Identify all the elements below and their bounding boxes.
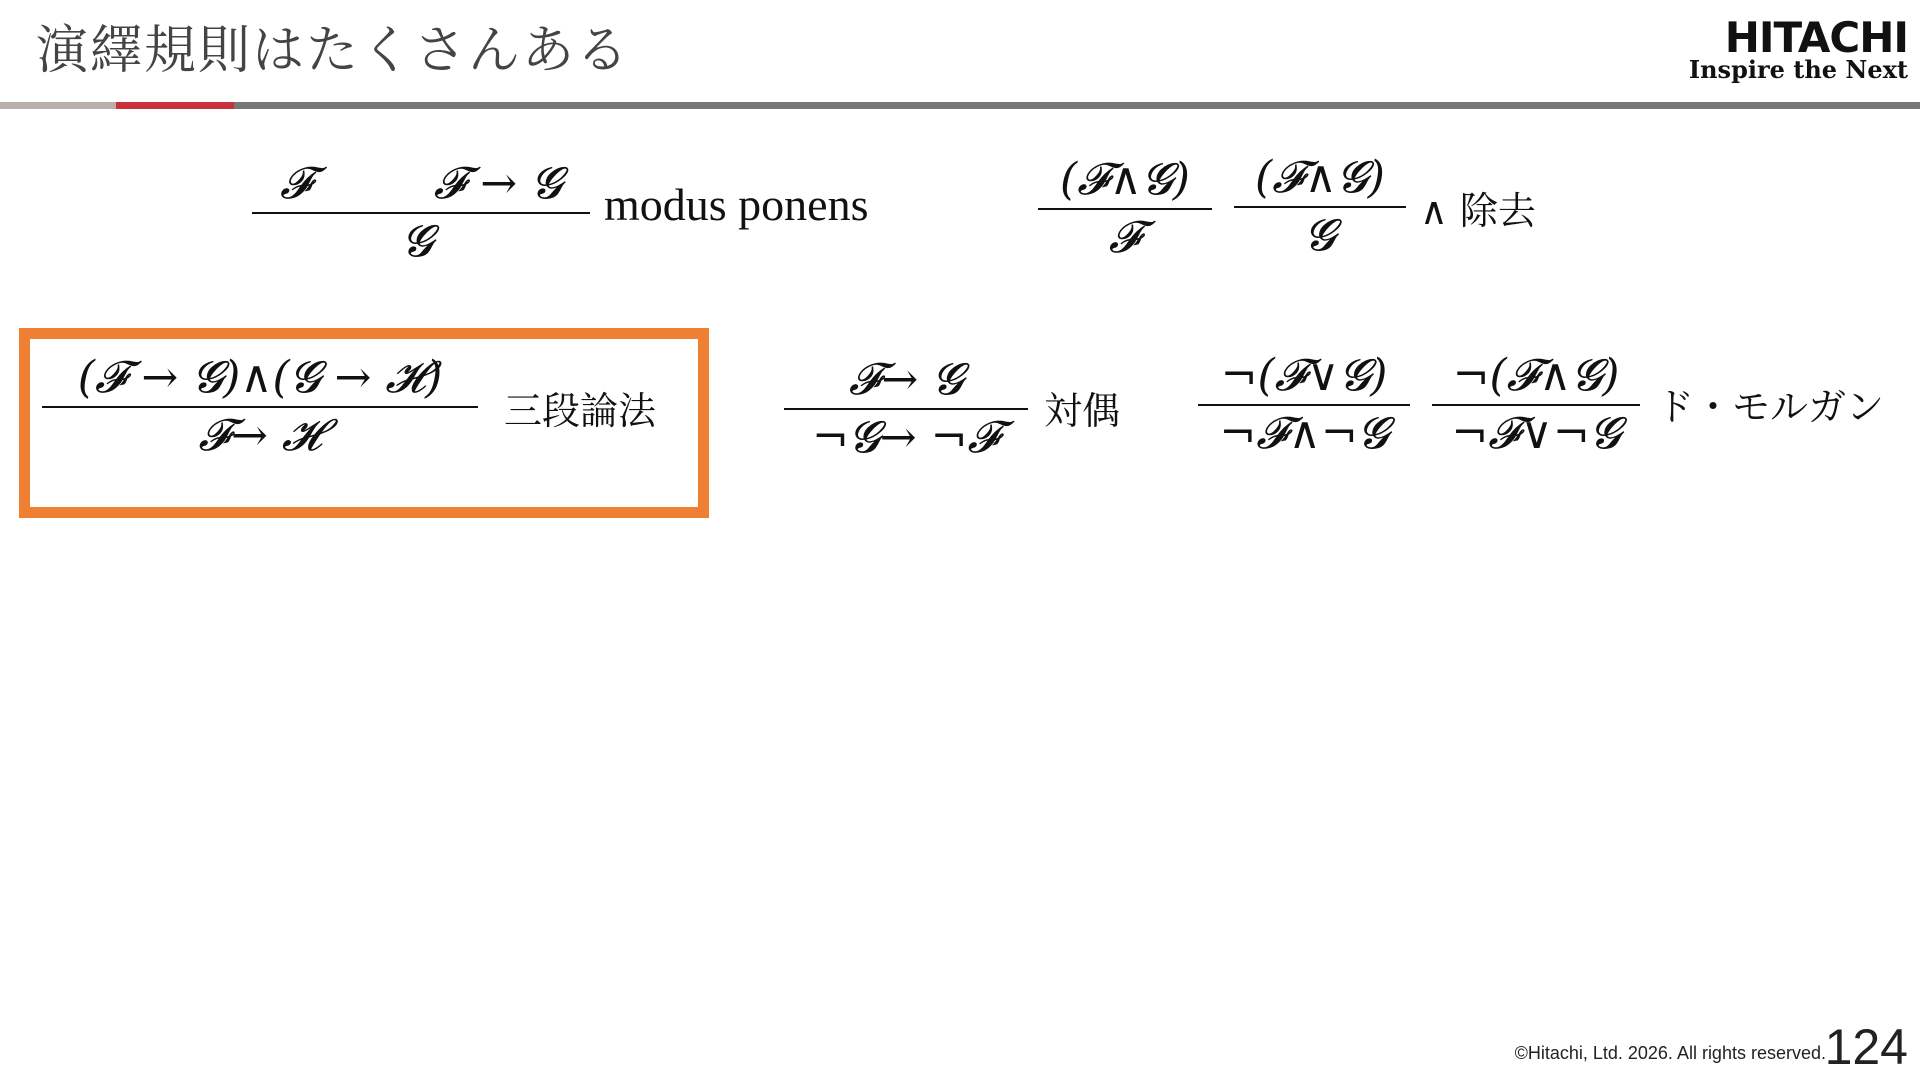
and-elim-right-premise: (𝓕∧𝓖) <box>1255 152 1385 203</box>
de-morgan-right-premise: ¬(𝓕∧𝓖) <box>1452 350 1620 401</box>
logo-wordmark: HITACHI <box>1724 13 1908 62</box>
contraposition-rule <box>784 352 1028 466</box>
modus-ponens-conclusion: 𝓖 <box>402 216 433 267</box>
modus-ponens-label: modus ponens <box>604 179 869 230</box>
and-elim-left-conclusion: 𝓕 <box>1108 212 1142 263</box>
hitachi-logo <box>1688 13 1908 84</box>
header-divider <box>0 102 1920 109</box>
modus-ponens-premise-2: 𝓕 → 𝓖 <box>433 158 562 209</box>
and-elim-left-rule <box>1038 152 1212 266</box>
and-elim-label: ∧ 除去 <box>1420 189 1536 233</box>
de-morgan-left-conclusion: ¬𝓕∧¬𝓖 <box>1219 408 1389 459</box>
copyright-notice: ©Hitachi, Ltd. 2026. All rights reserved. <box>1514 1043 1826 1063</box>
header-divider-red-segment <box>116 102 234 109</box>
modus-ponens-premise-1: 𝓕 <box>280 158 313 209</box>
syllogism-premise: (𝓕 → 𝓖)∧(𝓖 → 𝓗) <box>77 352 443 403</box>
de-morgan-left-rule <box>1198 348 1410 462</box>
syllogism-rule <box>42 350 478 464</box>
and-elim-left-premise: (𝓕∧𝓖) <box>1060 154 1190 205</box>
de-morgan-right-conclusion: ¬𝓕∨¬𝓖 <box>1451 408 1621 459</box>
logo-tagline: Inspire the Next <box>1688 55 1908 84</box>
page-number: 124 <box>1824 1019 1908 1075</box>
and-elim-right-rule <box>1234 150 1406 264</box>
and-elim-right-conclusion: 𝓖 <box>1304 210 1336 261</box>
header-divider-gray-segment <box>0 102 116 109</box>
de-morgan-right-rule <box>1432 348 1640 462</box>
de-morgan-left-premise: ¬(𝓕∨𝓖) <box>1220 350 1388 401</box>
syllogism-label: 三段論法 <box>504 389 657 433</box>
modus-ponens-rule <box>252 156 590 270</box>
contraposition-premise: 𝓕→ 𝓖 <box>848 354 964 405</box>
contraposition-label: 対偶 <box>1044 389 1121 433</box>
contraposition-conclusion: ¬𝓖→ ¬𝓕 <box>812 412 1000 463</box>
de-morgan-label: ド・モルガン <box>1656 385 1885 429</box>
syllogism-conclusion: 𝓕→ 𝓗 <box>198 410 322 461</box>
slide-title: 演繹規則はたくさんある <box>36 21 631 81</box>
